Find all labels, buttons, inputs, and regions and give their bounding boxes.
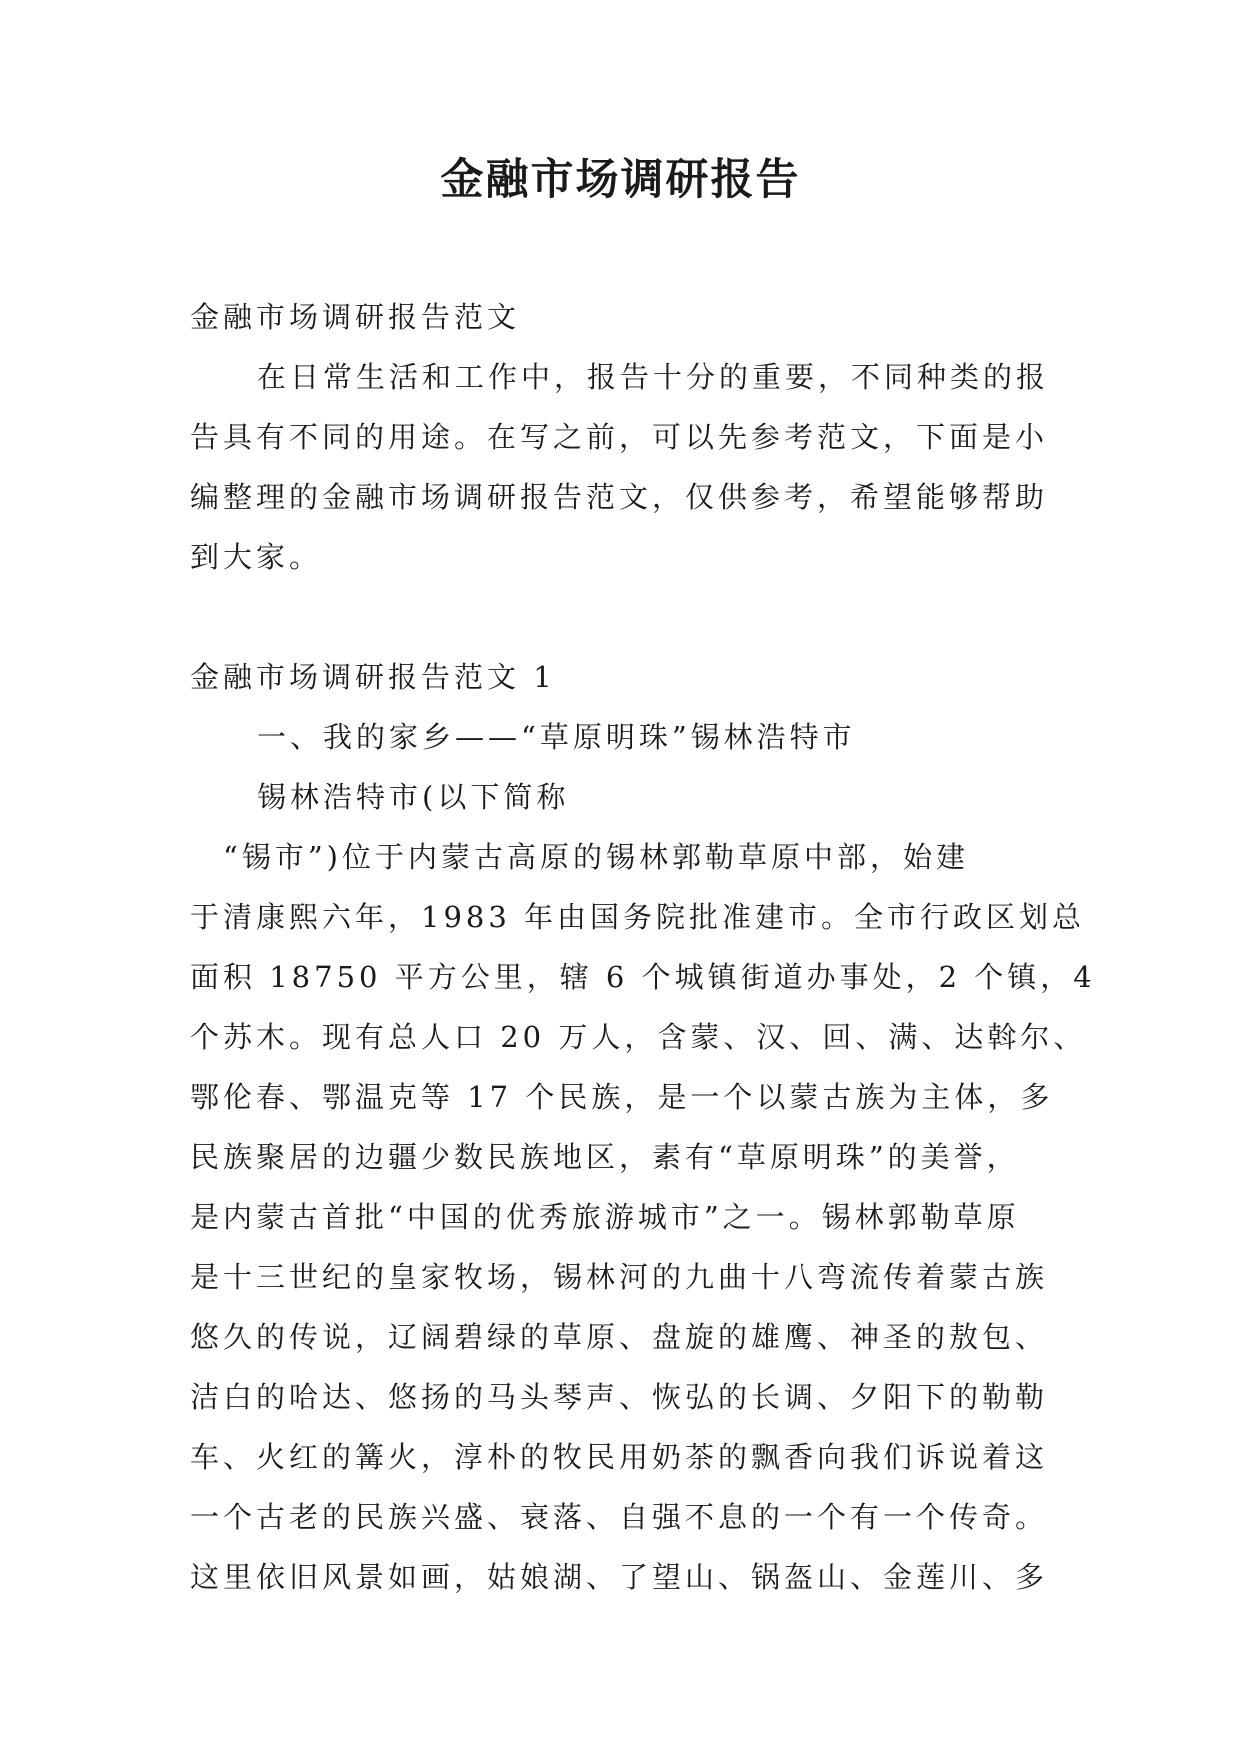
subtitle-heading: 金融市场调研报告范文 (190, 300, 521, 334)
paragraph-line: 鄂伦春、鄂温克等 17 个民族，是一个以蒙古族为主体，多 (190, 1080, 1054, 1114)
document-body (190, 287, 1096, 1607)
section-title: 金融市场调研报告范文 1 (190, 660, 556, 694)
paragraph-line: 个苏木。现有总人口 20 万人，含蒙、汉、回、满、达斡尔、 (190, 1020, 1087, 1054)
paragraph-line: 车、火红的篝火，淳朴的牧民用奶茶的飘香向我们诉说着这 (190, 1440, 1049, 1474)
paragraph-line: 编整理的金融市场调研报告范文，仅供参考，希望能够帮助 (190, 480, 1049, 514)
paragraph-line: 一个古老的民族兴盛、衰落、自强不息的一个有一个传奇。 (190, 1500, 1049, 1534)
section-heading: 一、我的家乡——“草原明珠”锡林浩特市 (257, 720, 856, 754)
paragraph-line: 是十三世纪的皇家牧场，锡林河的九曲十八弯流传着蒙古族 (190, 1260, 1049, 1294)
paragraph-line: 洁白的哈达、悠扬的马头琴声、恢弘的长调、夕阳下的勒勒 (190, 1380, 1049, 1414)
paragraph-line: 悠久的传说，辽阔碧绿的草原、盘旋的雄鹰、神圣的敖包、 (190, 1320, 1049, 1354)
paragraph-line: 是内蒙古首批“中国的优秀旅游城市”之一。锡林郭勒草原 (190, 1200, 1020, 1234)
paragraph-line: 这里依旧风景如画，姑娘湖、了望山、锅盔山、金莲川、多 (190, 1560, 1049, 1594)
paragraph-line: 锡林浩特市(以下简称 (257, 780, 570, 814)
paragraph-gap (190, 587, 1060, 647)
paragraph-line: 于清康熙六年，1983 年由国务院批准建市。全市行政区划总 (190, 900, 1086, 934)
paragraph-line: 告具有不同的用途。在写之前，可以先参考范文，下面是小 (190, 420, 1049, 454)
paragraph-line: 到大家。 (190, 540, 323, 574)
document-title: 金融市场调研报告 (440, 155, 801, 205)
paragraph-line: 在日常生活和工作中，报告十分的重要，不同种类的报 (257, 360, 1050, 394)
paragraph-line: “锡市”)位于内蒙古高原的锡林郭勒草原中部，始建 (223, 840, 969, 874)
paragraph-line: 民族聚居的边疆少数民族地区，素有“草原明珠”的美誉， (190, 1140, 1020, 1174)
paragraph-line: 面积 18750 平方公里，辖 6 个城镇街道办事处，2 个镇，4 (190, 960, 1096, 994)
